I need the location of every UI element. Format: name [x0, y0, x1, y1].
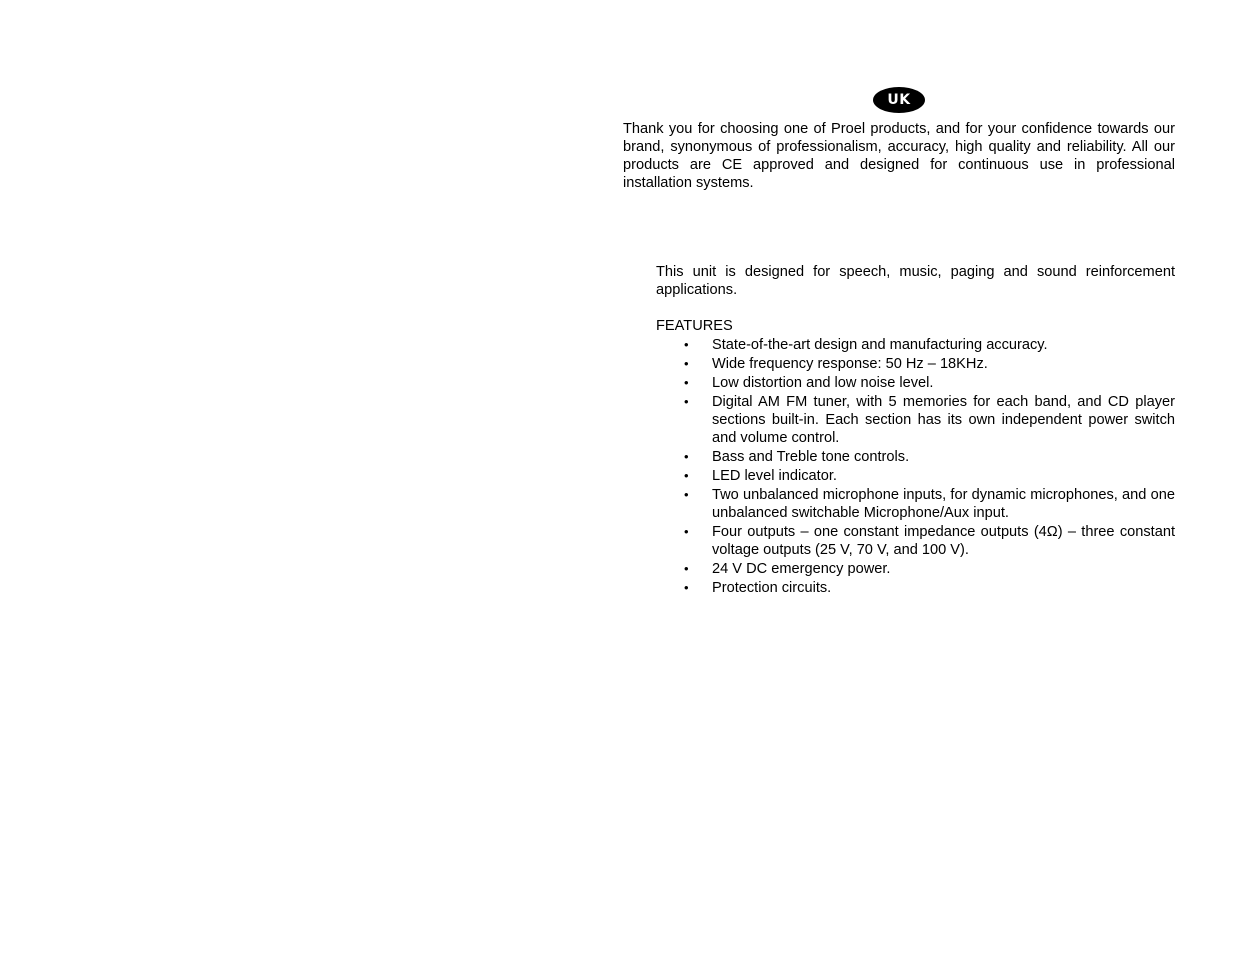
bullet-icon: • [684, 561, 689, 576]
features-list [656, 336, 1175, 598]
feature-text: LED level indicator. [712, 468, 837, 484]
bullet-icon: • [684, 580, 689, 595]
bullet-icon: • [684, 375, 689, 390]
feature-text: Bass and Treble tone controls. [712, 449, 910, 465]
feature-text: Protection circuits. [712, 580, 832, 596]
uk-language-badge [873, 87, 925, 113]
feature-text: Digital AM FM tuner, with 5 memories for each band, and CD player sections built-in. Each section has its own independent power switch and volume control. [712, 394, 1175, 446]
feature-text: 24 V DC emergency power. [712, 561, 891, 577]
uk-badge-label: UK [887, 92, 911, 108]
bullet-icon: • [684, 394, 689, 409]
feature-item [656, 374, 1175, 392]
bullet-icon: • [684, 487, 689, 502]
feature-text: Wide frequency response: 50 Hz – 18KHz. [712, 356, 988, 372]
feature-text: State-of-the-art design and manufacturing accuracy. [712, 337, 1048, 353]
feature-item [656, 523, 1175, 559]
feature-item [656, 467, 1175, 485]
feature-item [656, 393, 1175, 447]
feature-text: Four outputs – one constant impedance outputs (4Ω) – three constant voltage outputs (25 V, 70 V, and 100 V). [712, 524, 1175, 558]
bullet-icon: • [684, 468, 689, 483]
feature-item [656, 355, 1175, 373]
feature-item [656, 448, 1175, 466]
bullet-icon: • [684, 449, 689, 464]
features-heading: FEATURES [656, 318, 733, 334]
feature-item [656, 560, 1175, 578]
feature-text: Low distortion and low noise level. [712, 375, 934, 391]
bullet-icon: • [684, 524, 689, 539]
intro-paragraph: Thank you for choosing one of Proel products, and for your confidence towards our brand, synonymous of professionalism, accuracy, high quality and reliability. All our products are CE approved and designed for continuous use in professional installation systems. [623, 121, 1175, 191]
feature-item [656, 579, 1175, 597]
feature-item [656, 486, 1175, 522]
description-paragraph: This unit is designed for speech, music, paging and sound reinforcement applications. [656, 264, 1175, 298]
feature-item [656, 336, 1175, 354]
bullet-icon: • [684, 356, 689, 371]
bullet-icon: • [684, 337, 689, 352]
feature-text: Two unbalanced microphone inputs, for dynamic microphones, and one unbalanced switchable Microphone/Aux input. [712, 487, 1175, 521]
